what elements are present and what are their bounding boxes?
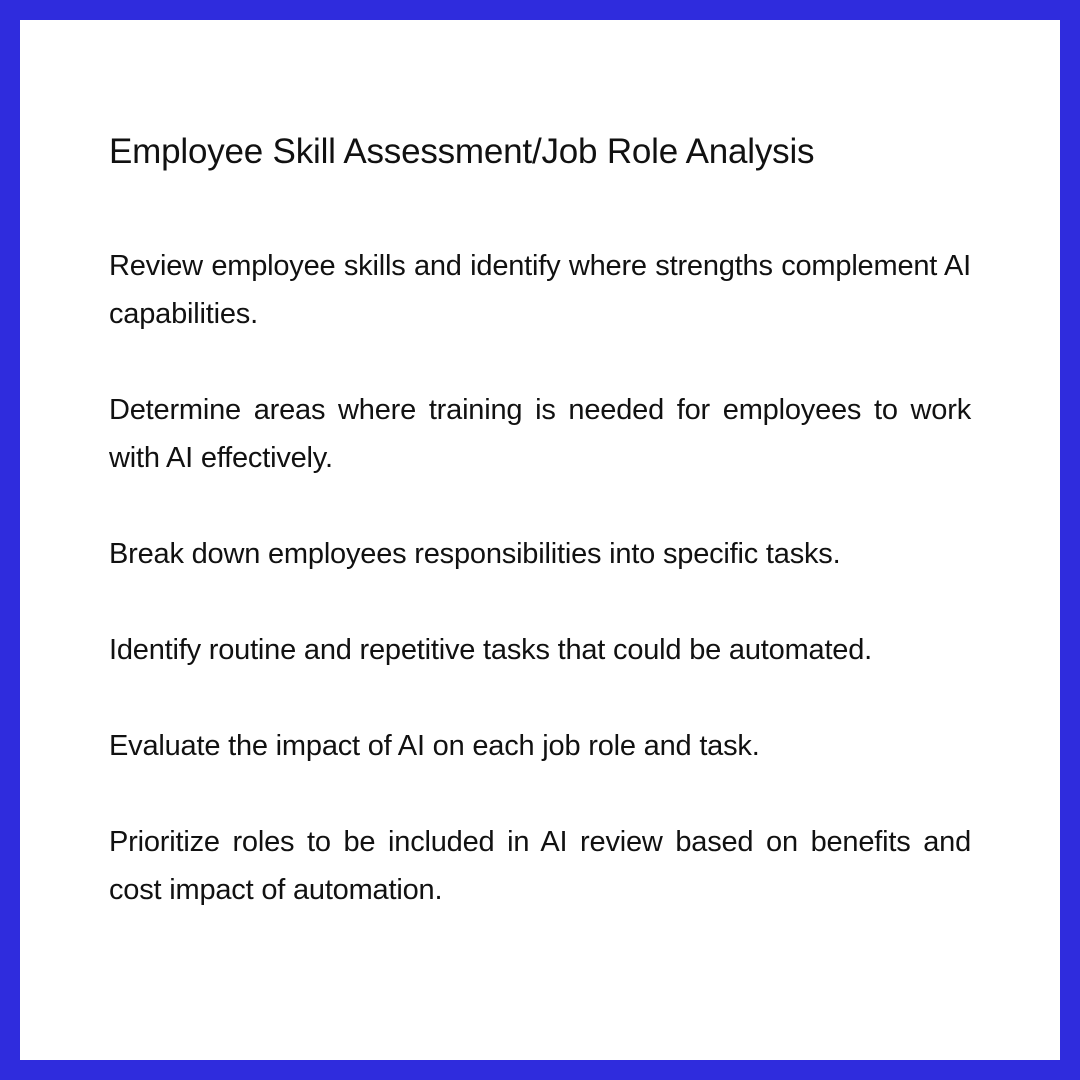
content-card bbox=[20, 20, 1060, 1060]
page-title: Employee Skill Assessment/Job Role Analysis bbox=[109, 132, 815, 171]
paragraph-impact-evaluation: Evaluate the impact of AI on each job role and task. bbox=[109, 730, 760, 762]
paragraph-skills-review: Review employee skills and identify where strengths complement AI capabilities. bbox=[109, 250, 971, 330]
document-body bbox=[109, 128, 971, 914]
paragraph-training-needs: Determine areas where training is needed for employees to work with AI effectively. bbox=[109, 394, 971, 474]
paragraph-task-breakdown: Break down employees responsibilities into specific tasks. bbox=[109, 538, 841, 570]
paragraph-role-prioritization: Prioritize roles to be included in AI review based on benefits and cost impact of automation. bbox=[109, 826, 971, 906]
paragraph-automation-candidates: Identify routine and repetitive tasks that could be automated. bbox=[109, 634, 873, 666]
